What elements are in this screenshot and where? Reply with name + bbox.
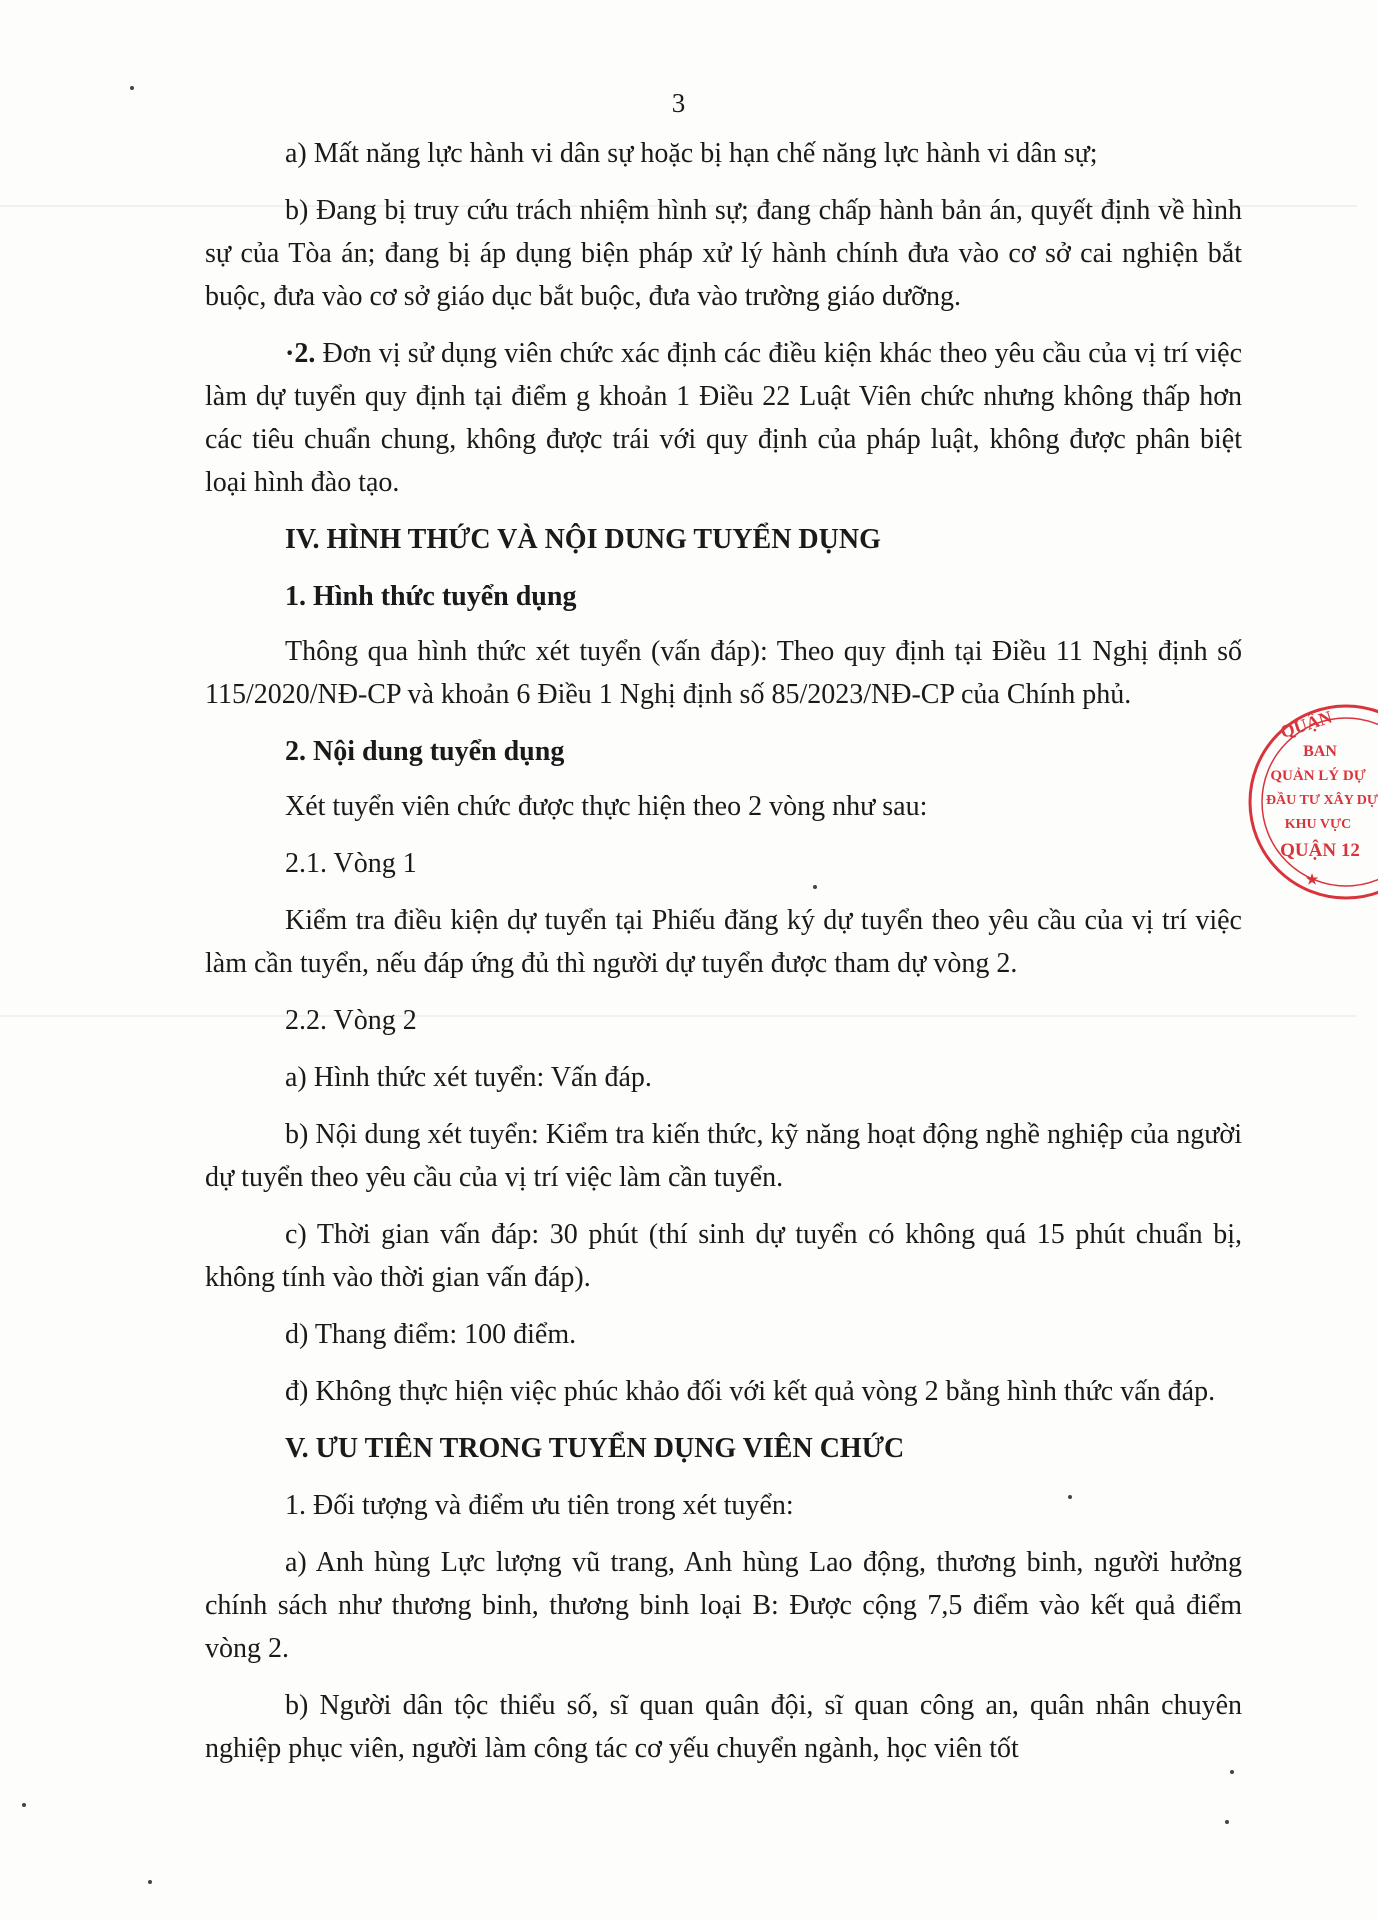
subsection-recruitment-content: 2. Nội dung tuyển dụng [285, 736, 565, 767]
page-number: 3 [671, 88, 686, 118]
stamp-line-1: BAN [1303, 743, 1337, 760]
paragraph-rounds-intro: Xét tuyển viên chức được thực hiện theo 2 vòng như sau: [285, 791, 928, 822]
stamp-line-5: QUẬN 12 [1280, 840, 1360, 861]
paragraph-priority-subjects: 1. Đối tượng và điểm ưu tiên trong xét tuyển: [285, 1490, 794, 1521]
paragraph-priority-b: b) Người dân tộc thiểu số, sĩ quan quân đội, sĩ quan công an, quân nhân chuyên nghiệp phục viên, người làm công tác cơ yếu chuyển ngành, học viên tốt [205, 1690, 1242, 1764]
subsection-recruitment-form: 1. Hình thức tuyển dụng [285, 581, 577, 612]
scan-dot [148, 1880, 152, 1884]
scan-dot [1068, 1495, 1072, 1499]
round-1-heading: 2.1. Vòng 1 [285, 848, 417, 879]
round-2-heading: 2.2. Vòng 2 [285, 1005, 417, 1036]
stamp-ring-text: QUẬN [1277, 706, 1335, 742]
paragraph-item-2 [205, 332, 1242, 504]
stamp-line-4: KHU VỰC [1284, 817, 1352, 832]
official-red-stamp [1238, 698, 1378, 908]
paragraph-priority-a: a) Anh hùng Lực lượng vũ trang, Anh hùng Lao động, thương binh, người hưởng chính sách như thương binh, thương binh loại B: Được cộng 7,5 điểm vào kết quả điểm vòng 2. [205, 1547, 1242, 1664]
scan-dot [813, 885, 817, 889]
paragraph-round-2-b: b) Nội dung xét tuyển: Kiểm tra kiến thức, kỹ năng hoạt động nghề nghiệp của người dự tuyển theo yêu cầu của vị trí việc làm cần tuyển. [205, 1119, 1242, 1193]
scan-dot [1225, 1820, 1229, 1824]
paragraph-round-2-a: a) Hình thức xét tuyển: Vấn đáp. [285, 1062, 652, 1093]
paragraph-round-2-dd: đ) Không thực hiện việc phúc khảo đối với kết quả vòng 2 bằng hình thức vấn đáp. [285, 1376, 1216, 1407]
paragraph-a-civil-capacity: a) Mất năng lực hành vi dân sự hoặc bị hạn chế năng lực hành vi dân sự; [285, 138, 1098, 169]
stamp-line-2: QUẢN LÝ DỰ [1270, 768, 1366, 784]
paragraph-b-criminal: b) Đang bị truy cứu trách nhiệm hình sự; đang chấp hành bản án, quyết định về hình sự của Tòa án; đang bị áp dụng biện pháp xử lý hành chính đưa vào cơ sở cai nghiện bắt buộc, đưa vào cơ sở giáo dục bắt buộc, đưa vào trường giáo dưỡng. [205, 195, 1242, 312]
item-2-number: ·2. [285, 338, 316, 369]
paragraph-round-2-d: d) Thang điểm: 100 điểm. [285, 1319, 577, 1350]
paragraph-recruitment-form: Thông qua hình thức xét tuyển (vấn đáp): Theo quy định tại Điều 11 Nghị định số 115/2020/NĐ-CP và khoản 6 Điều 1 Nghị định số 85/2023/NĐ-CP của Chính phủ. [205, 636, 1242, 710]
document-body [205, 132, 1242, 1784]
paragraph-round-1: Kiểm tra điều kiện dự tuyển tại Phiếu đăng ký dự tuyển theo yêu cầu của vị trí việc làm cần tuyển, nếu đáp ứng đủ thì người dự tuyển được tham dự vòng 2. [205, 905, 1242, 979]
paragraph-round-2-c: c) Thời gian vấn đáp: 30 phút (thí sinh dự tuyển có không quá 15 phút chuẩn bị, không tính vào thời gian vấn đáp). [205, 1219, 1242, 1293]
item-2-text: Đơn vị sử dụng viên chức xác định các điều kiện khác theo yêu cầu của vị trí việc làm dự tuyển quy định tại điểm g khoản 1 Điều 22 Luật Viên chức nhưng không thấp hơn các tiêu chuẩn chung, không được trái với quy định của pháp luật, không được phân biệt loại hình đào tạo. [205, 338, 1242, 498]
section-v-heading: V. ƯU TIÊN TRONG TUYỂN DỤNG VIÊN CHỨC [285, 1433, 905, 1464]
scan-dot [130, 86, 134, 90]
section-iv-heading: IV. HÌNH THỨC VÀ NỘI DUNG TUYỂN DỤNG [285, 524, 881, 555]
scan-dot [22, 1803, 26, 1807]
stamp-line-3: ĐẦU TƯ XÂY DỰ [1265, 793, 1378, 808]
scan-dot [1230, 1770, 1234, 1774]
stamp-star-icon: ★ [1305, 873, 1319, 888]
